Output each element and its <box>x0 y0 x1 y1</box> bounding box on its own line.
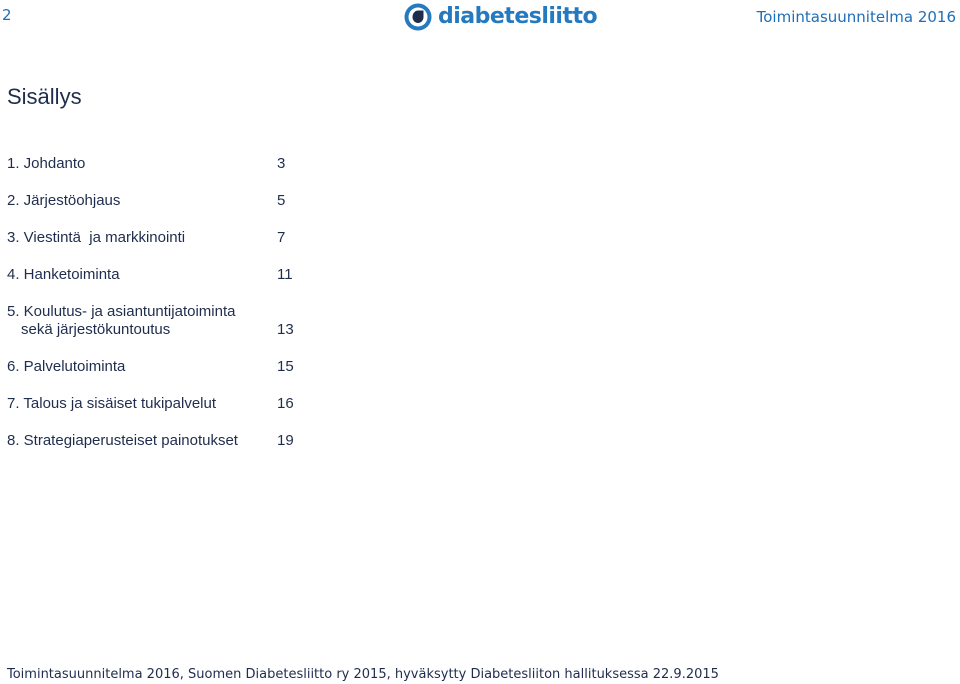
table-of-contents <box>7 155 307 469</box>
toc-item-label: 1. Johdanto <box>7 155 86 172</box>
diabetesliitto-logo-icon <box>404 3 432 31</box>
toc-item-label: 7. Talous ja sisäiset tukipalvelut <box>7 395 217 412</box>
toc-item-3[interactable] <box>7 229 307 247</box>
document-title: Toimintasuunnitelma 2016 <box>756 8 956 26</box>
diabetesliitto-logo <box>404 3 597 31</box>
toc-item-label: 4. Hanketoiminta <box>7 266 120 283</box>
toc-item-1[interactable] <box>7 155 307 173</box>
logo-text: diabetesliitto <box>438 4 598 29</box>
toc-item-label: 8. Strategiaperusteiset painotukset <box>7 432 238 449</box>
toc-item-label <box>7 303 269 339</box>
toc-item-label-line2: sekä järjestökuntoutus <box>21 321 171 338</box>
toc-item-6[interactable] <box>7 358 307 376</box>
toc-item-8[interactable] <box>7 432 307 450</box>
toc-item-page: 13 <box>277 321 294 338</box>
toc-item-label-line1: 5. Koulutus- ja asiantuntijatoiminta <box>7 303 236 320</box>
page-number: 2 <box>2 6 12 24</box>
toc-item-page: 16 <box>277 395 294 412</box>
page-footer: Toimintasuunnitelma 2016, Suomen Diabetesliitto ry 2015, hyväksytty Diabetesliiton hallituksessa 22.9.2015 <box>7 667 719 682</box>
toc-item-label: 2. Järjestöohjaus <box>7 192 121 209</box>
toc-item-5[interactable] <box>7 303 307 339</box>
toc-item-page: 15 <box>277 358 294 375</box>
toc-item-2[interactable] <box>7 192 307 210</box>
toc-item-page: 19 <box>277 432 294 449</box>
toc-item-7[interactable] <box>7 395 307 413</box>
toc-item-label: 3. Viestintä ja markkinointi <box>7 229 186 246</box>
toc-item-page: 7 <box>277 229 286 246</box>
toc-item-label: 6. Palvelutoiminta <box>7 358 126 375</box>
toc-item-page: 3 <box>277 155 286 172</box>
toc-item-4[interactable] <box>7 266 307 284</box>
toc-item-page: 5 <box>277 192 286 209</box>
toc-heading: Sisällys <box>7 84 82 109</box>
toc-item-page: 11 <box>277 266 293 283</box>
